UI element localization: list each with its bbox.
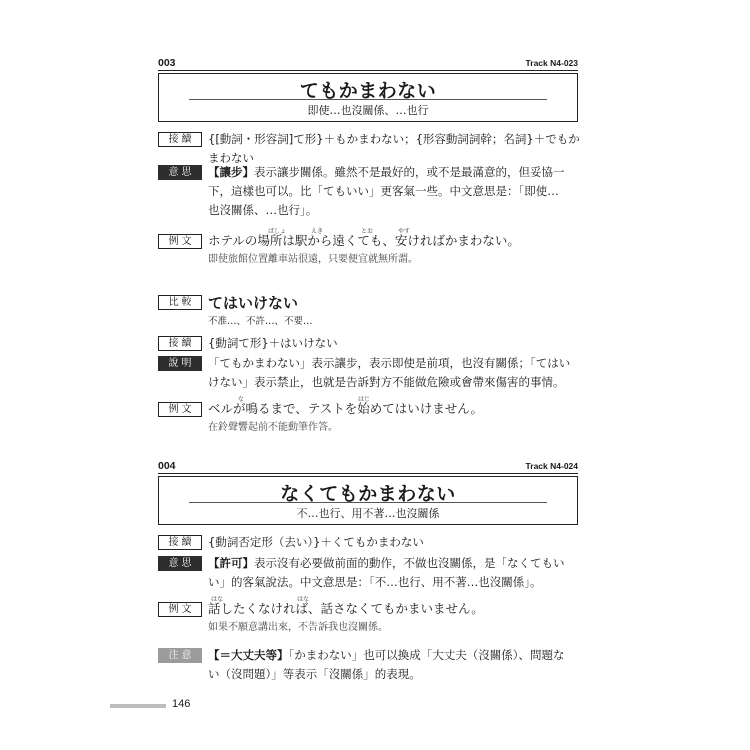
header-rule [158, 473, 578, 474]
example-label: 例文 [158, 234, 202, 249]
meaning-label: 意思 [158, 556, 202, 571]
example-sentence: 話したくなければ、話さなくてもかまいません。 [208, 601, 484, 616]
ruby-hana: はな [297, 596, 310, 603]
grammar-title: てもかまわない [299, 80, 437, 102]
meaning-text: 【讓步】表示讓步關係。雖然不是最好的，或不是最滿意的，但妥協一 下，這樣也可以。比「てもいい」更客氣一些。中文意思是：「即使… 也沒關係、…也行」。 [208, 165, 565, 217]
ruby-eki: えき [311, 228, 324, 235]
compare-connect-text: {動詞て形}＋はいけない [208, 336, 338, 350]
meaning-tag: 【讓步】 [208, 165, 254, 179]
example-translation: 如果不願意講出來，不告訴我也沒關係。 [208, 622, 388, 633]
page-number: 146 [172, 698, 191, 710]
grammar-subtitle: 不…也行、用不著…也沒關係 [296, 507, 440, 520]
example-translation: 即使旅館位置離車站很遠，只要便宜就無所謂。 [208, 254, 418, 265]
ruby-too: とお [361, 228, 374, 235]
header-rule [158, 70, 578, 71]
meaning-label: 意思 [158, 165, 202, 180]
grammar-title: なくてもかまわない [280, 483, 456, 505]
track-label: Track N4-024 [525, 461, 578, 471]
connect-text: {[動詞・形容詞]て形}＋もかまわない；{形容動詞詞幹；名詞}＋でもか まわない [208, 132, 580, 165]
title-box-004 [158, 476, 578, 525]
connect-label: 接續 [158, 132, 202, 147]
title-box-003 [158, 73, 578, 122]
compare-word: てはいけない [208, 294, 299, 312]
compare-connect-label: 接續 [158, 336, 202, 351]
ruby-yasu: やす [398, 228, 411, 235]
entry-number: 003 [158, 57, 176, 69]
meaning-text: 【許可】表示沒有必要做前面的動作，不做也沒關係，是「なくてもい い」的客氣說法。中文意思是：「不…也行、用不著…也沒關係」。 [208, 556, 565, 589]
connect-label: 接續 [158, 535, 202, 550]
entry-header-004 [158, 460, 578, 474]
compare-label: 比較 [158, 295, 202, 310]
title-divider [189, 502, 547, 503]
note-tag: 【＝大丈夫等】 [208, 648, 289, 662]
note-label: 注意 [158, 648, 202, 663]
track-label: Track N4-023 [525, 58, 578, 68]
compare-subtitle: 不准…、不許…、不要… [208, 316, 313, 327]
title-divider [189, 99, 547, 100]
example-label: 例文 [158, 602, 202, 617]
explain-text: 「てもかまわない」表示讓步，表示即使是前項，也沒有關係；「てはい けない」表示禁止，也就是告訴對方不能做危險或會帶來傷害的事情。 [208, 356, 571, 389]
ruby-hana: はな [211, 596, 224, 603]
explain-label: 說明 [158, 356, 202, 371]
entry-header-003 [158, 57, 578, 71]
compare-example-label: 例文 [158, 402, 202, 417]
compare-example-translation: 在鈴聲響起前不能動筆作答。 [208, 422, 338, 433]
example-sentence: ホテルの場所は駅から遠くても、安ければかまわない。 [208, 233, 520, 248]
compare-example-sentence: ベルが鳴るまで、テストを始めてはいけません。 [208, 401, 484, 416]
footer-bar [110, 704, 166, 708]
ruby-basho: ばしょ [268, 228, 287, 235]
ruby-haji: はじ [358, 396, 371, 403]
note-text: 【＝大丈夫等】「かまわない」也可以換成「大丈夫（沒關係）、問題な い（沒問題）」等表示「沒關係」的表現。 [208, 648, 565, 681]
grammar-subtitle: 即使…也沒關係、…也行 [307, 104, 429, 117]
meaning-tag: 【許可】 [208, 556, 254, 570]
entry-number: 004 [158, 460, 176, 472]
connect-text: {動詞否定形（去い）}＋くてもかまわない [208, 535, 424, 549]
ruby-na: な [238, 396, 245, 403]
